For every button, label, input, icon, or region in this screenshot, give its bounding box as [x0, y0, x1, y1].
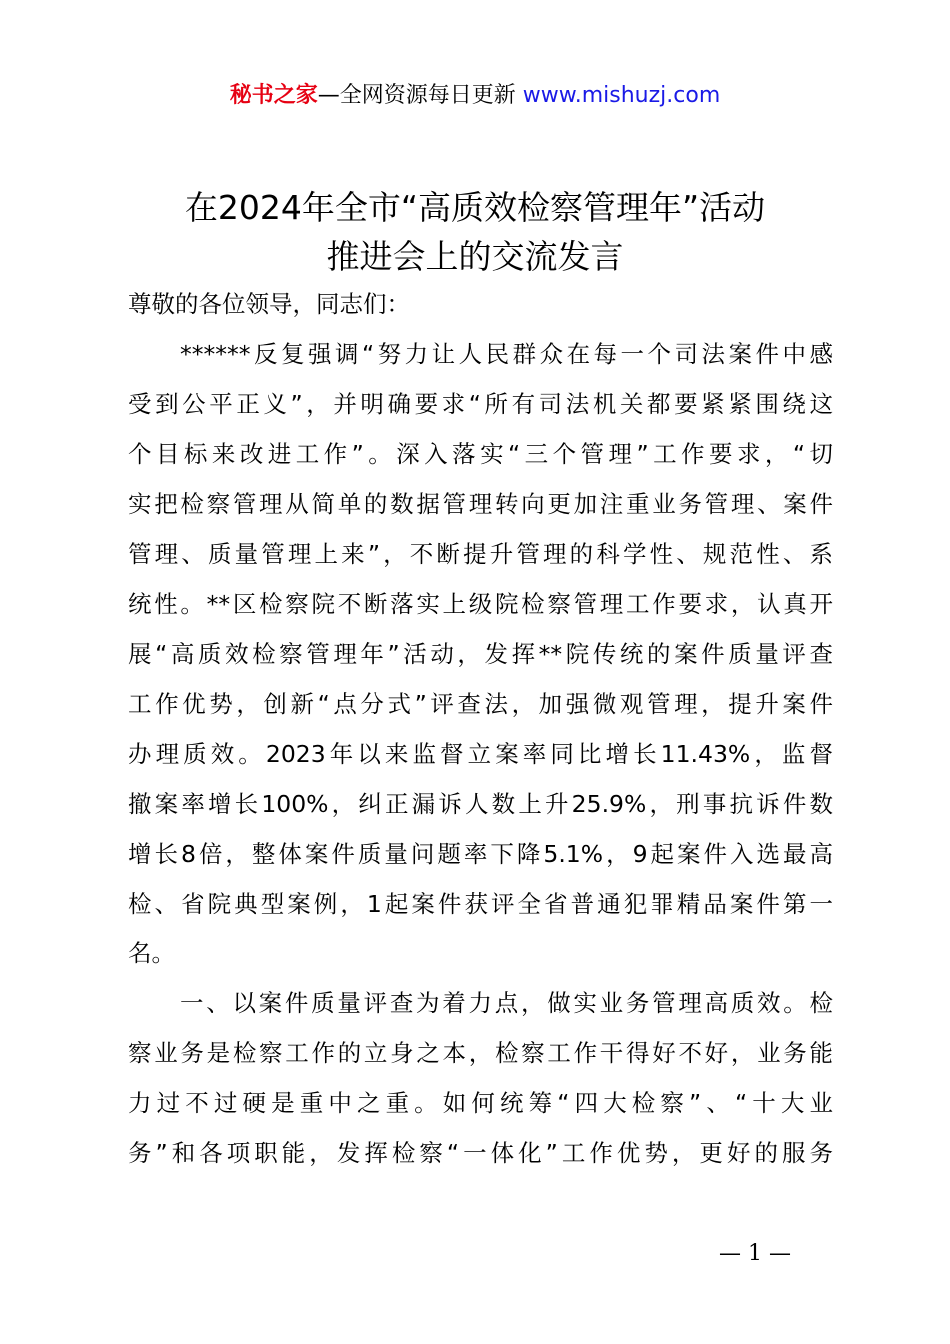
paragraph-line: 管理、质量管理上来”，不断提升管理的科学性、规范性、系: [128, 540, 833, 568]
paragraph-line: ******反复强调“努力让人民群众在每一个司法案件中感: [180, 340, 833, 368]
paragraph-line: 受到公平正义”，并明确要求“所有司法机关都要紧紧围绕这: [128, 390, 833, 418]
page-number: — 1 —: [719, 1241, 791, 1266]
paragraph-line: 撤案率增长100%，纠正漏诉人数上升25.9%，刑事抗诉件数: [128, 790, 833, 818]
brand-name: 秘书之家: [229, 83, 318, 108]
paragraph-line: 检、省院典型案例，1起案件获评全省普通犯罪精品案件第一: [128, 890, 833, 918]
paragraph-line: 察业务是检察工作的立身之本，检察工作干得好不好，业务能: [128, 1039, 833, 1067]
paragraph-line: 名。: [128, 939, 175, 967]
salutation: 尊敬的各位领导，同志们：: [128, 290, 410, 318]
paragraph-line: 力过不过硬是重中之重。如何统筹“四大检察”、“十大业: [128, 1089, 833, 1117]
paragraph-line: 实把检察管理从简单的数据管理转向更加注重业务管理、案件: [128, 490, 833, 518]
site-url-link[interactable]: www.mishuzj.com: [522, 83, 721, 108]
paragraph-line: 务”和各项职能，发挥检察“一体化”工作优势，更好的服务: [128, 1139, 833, 1167]
banner-slogan: —全网资源每日更新: [317, 83, 516, 108]
paragraph-line: 展“高质效检察管理年”活动，发挥**院传统的案件质量评查: [128, 640, 833, 668]
paragraph-line: 个目标来改进工作”。深入落实“三个管理”工作要求，“切: [128, 440, 833, 468]
paragraph-line: 统性。**区检察院不断落实上级院检察管理工作要求，认真开: [128, 590, 833, 618]
paragraph-line: 办理质效。2023年以来监督立案率同比增长11.43%，监督: [128, 740, 833, 768]
paragraph-line: 工作优势，创新“点分式”评查法，加强微观管理，提升案件: [128, 690, 833, 718]
paragraph-line: 增长8倍，整体案件质量问题率下降5.1%，9起案件入选最高: [128, 840, 833, 868]
document-title-line-2: 推进会上的交流发言: [326, 237, 624, 276]
document-title-line-1: 在2024年全市“高质效检察管理年”活动: [184, 188, 766, 227]
site-banner: [0, 80, 950, 112]
paragraph-line: 一、以案件质量评查为着力点，做实业务管理高质效。检: [180, 989, 833, 1017]
